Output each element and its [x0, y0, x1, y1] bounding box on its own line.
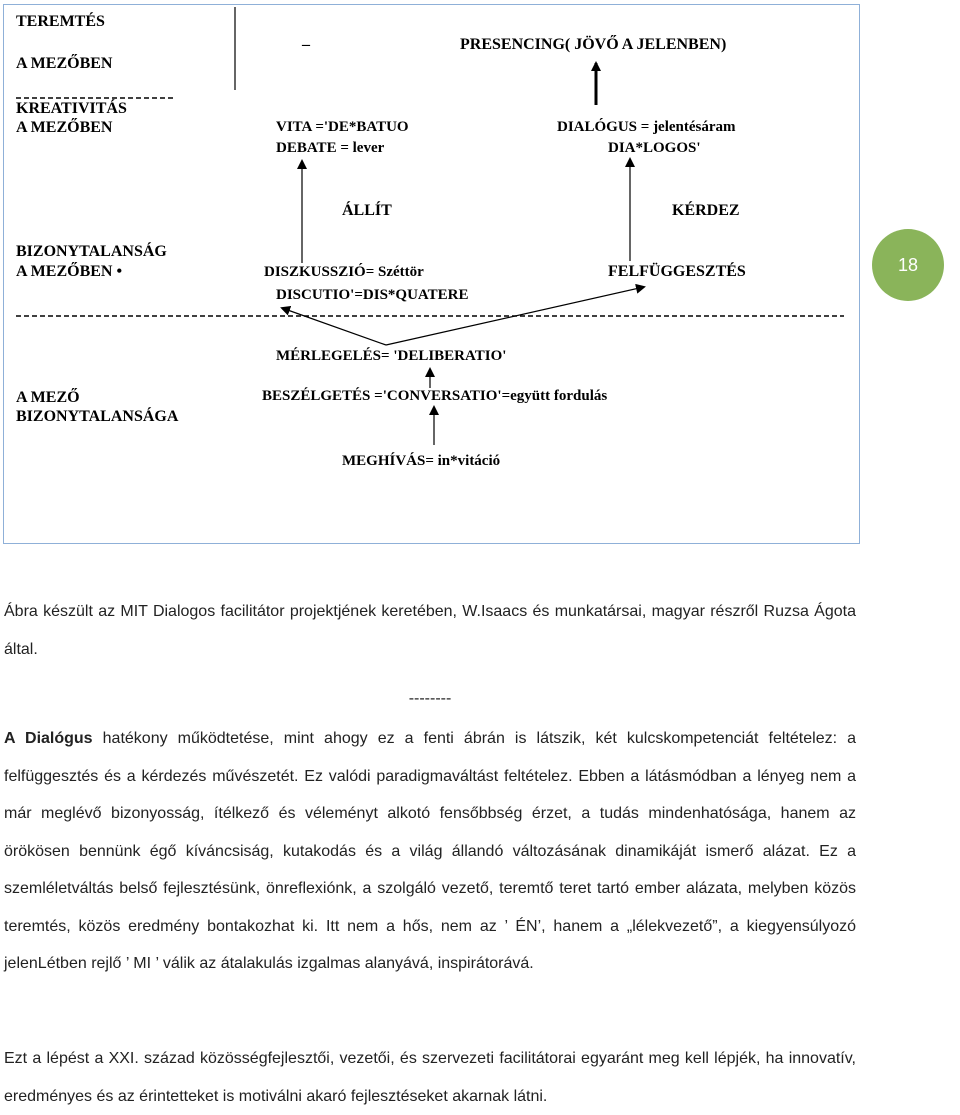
main-paragraph — [4, 720, 856, 983]
label-vita: VITA ='DE*BATUO — [276, 119, 409, 135]
label-meghivas: MEGHÍVÁS= in*vitáció — [342, 453, 501, 469]
lead-bold: A Dialógus — [4, 730, 93, 747]
label-diszkusszio: DISZKUSSZIÓ= Széttör — [264, 264, 424, 280]
label-a-mezoben-2: A MEZŐBEN — [16, 119, 113, 136]
arrow-to-diszkusszio — [282, 308, 386, 345]
label-kreativitas: KREATIVITÁS — [16, 100, 127, 117]
label-a-mezoben-3: A MEZŐBEN • — [16, 263, 123, 280]
label-teremtes: TEREMTÉS — [16, 13, 105, 30]
label-dialogus: DIALÓGUS = jelentésáram — [557, 119, 736, 135]
label-dia-logos: DIA*LOGOS' — [608, 140, 701, 156]
dialogue-diagram — [4, 5, 861, 545]
figure-caption — [4, 593, 856, 668]
label-a-mezoben-1: A MEZŐBEN — [16, 55, 113, 72]
label-allit: ÁLLÍT — [342, 202, 392, 219]
section-separator: -------- — [408, 690, 452, 707]
label-debate: DEBATE = lever — [276, 140, 385, 156]
label-merlegeles: MÉRLEGELÉS= 'DELIBERATIO' — [276, 348, 507, 364]
label-bizonytalansag: BIZONYTALANSÁG — [16, 243, 167, 260]
label-a-mezo: A MEZŐ — [16, 389, 80, 406]
label-presencing: PRESENCING( JÖVŐ A JELENBEN) — [460, 36, 727, 53]
label-felfuggesztes: FELFÜGGESZTÉS — [608, 263, 746, 280]
label-discutio: DISCUTIO'=DIS*QUATERE — [276, 287, 469, 303]
label-beszelgetes: BESZÉLGETÉS ='CONVERSATIO'=együtt fordulás — [262, 388, 608, 404]
label-kerdez: KÉRDEZ — [672, 202, 740, 219]
label-dash: – — [302, 36, 310, 53]
caption-text: Ábra készült az MIT Dialogos facilitátor projektjének keretében, W.Isaacs és munkatársai, magyar részről Ruzsa Ágota által. — [4, 603, 856, 658]
main-paragraph-body: hatékony működtetése, mint ahogy ez a fenti ábrán is látszik, két kulcskompetenciát feltételez: a felfüggesztés és a kérdezés művészetét. Ez valódi paradigmaváltást feltételez. Ebben a látásmódban a lényeg nem a már meglévő bizonyosság, ítélkező és véleményt alkotó fensőbbség érzet, a tudás mindenhatósága, hanem az örökösen bennünk égő kíváncsiság, kutakodás és a világ állandó változásának dinamikáját ismerő alázat. Ez a szemléletváltás belső fejlesztésünk, önreflexiónk, a szolgáló vezető, teremtő teret tartó ember alázata, melyben közös teremtés, közös eredmény bontakozhat ki. Itt nem a hős, nem az ’ ÉN’, hanem a „lélekvezető”, a kiegyensúlyozó jelenLétben rejlő ’ MI ’ válik az átalakulás izgalmas alanyává, inspirátorává. — [4, 730, 857, 972]
label-bizonytalansaga: BIZONYTALANSÁGA — [16, 408, 179, 425]
closing-paragraph-text: Ezt a lépést a XXI. század közösségfejlesztői, vezetői, és szervezeti facilitátorai egyaránt meg kell lépjék, ha innovatív, eredményes és az érintetteket is motiválni akaró fejlesztéseket akarnak látni. — [4, 1050, 856, 1105]
closing-paragraph — [4, 1040, 856, 1115]
page-number-badge: 18 — [872, 229, 944, 301]
diagram-figure — [3, 4, 860, 544]
